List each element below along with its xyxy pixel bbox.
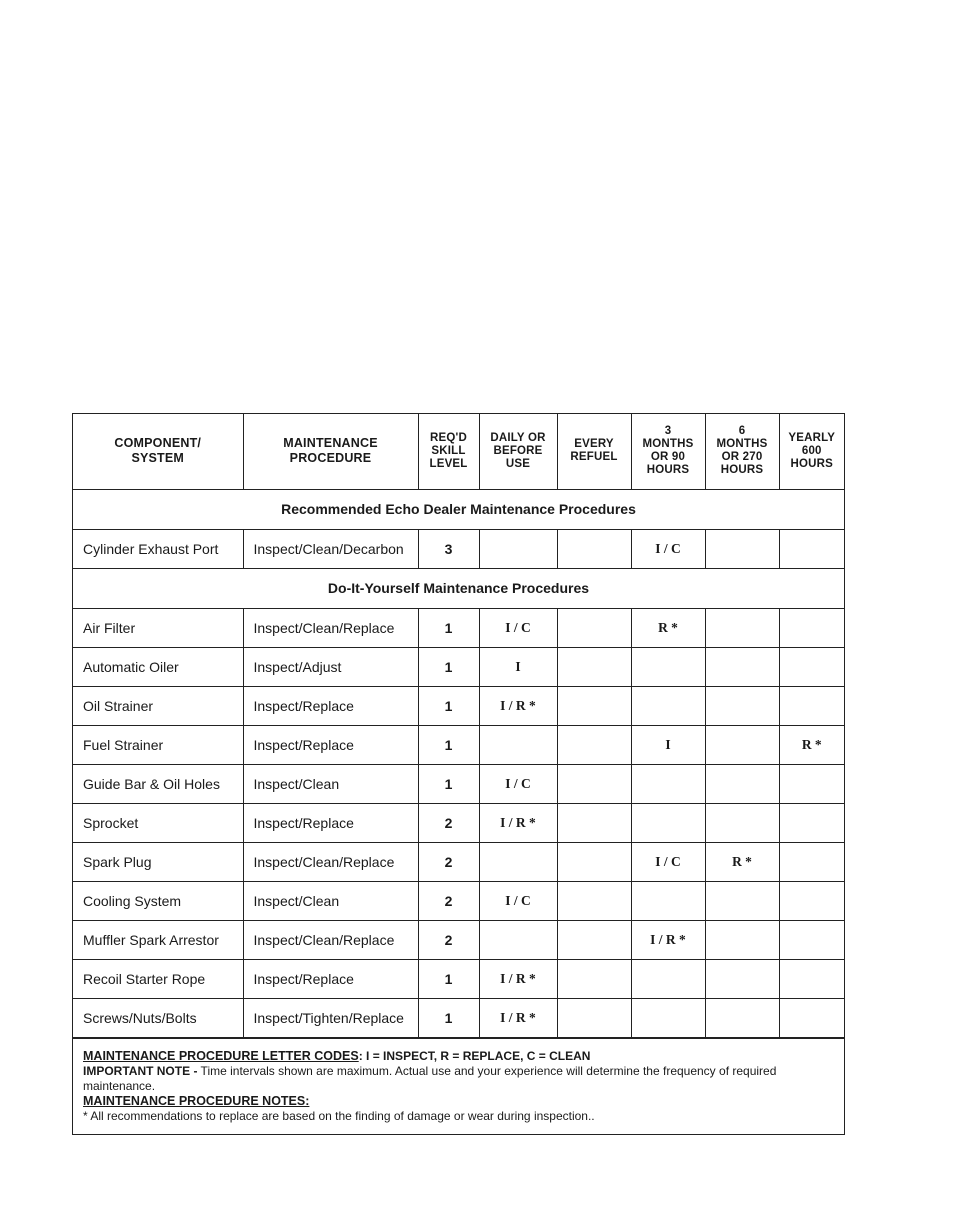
component-cell: Automatic Oiler <box>73 647 243 686</box>
skill-level-cell: 2 <box>418 842 479 881</box>
yearly-cell <box>779 881 844 920</box>
six-months-cell <box>705 725 779 764</box>
important-note-label: IMPORTANT NOTE - <box>83 1063 198 1078</box>
procedure-cell: Inspect/Replace <box>243 725 418 764</box>
procedure-cell: Inspect/Clean/Decarbon <box>243 529 418 568</box>
header-6-months <box>705 414 779 489</box>
component-cell: Air Filter <box>73 608 243 647</box>
three-months-cell <box>631 998 705 1037</box>
header-3-months <box>631 414 705 489</box>
yearly-cell <box>779 803 844 842</box>
refuel-cell <box>557 842 631 881</box>
refuel-cell <box>557 608 631 647</box>
header-line: OR 270 <box>721 451 763 464</box>
daily-cell: I / C <box>479 608 557 647</box>
footnote-text: * All recommendations to replace are based on the finding of damage or wear during inspection.. <box>83 1108 595 1123</box>
header-procedure <box>243 414 418 489</box>
refuel-cell <box>557 959 631 998</box>
daily-cell <box>479 842 557 881</box>
header-line: SKILL <box>431 444 466 457</box>
component-cell: Cylinder Exhaust Port <box>73 529 243 568</box>
table-row <box>73 842 844 881</box>
three-months-cell: I / C <box>631 842 705 881</box>
component-cell: Screws/Nuts/Bolts <box>73 998 243 1037</box>
yearly-cell <box>779 647 844 686</box>
header-line: COMPONENT/ <box>114 436 202 451</box>
yearly-cell <box>779 608 844 647</box>
refuel-cell <box>557 647 631 686</box>
six-months-cell <box>705 764 779 803</box>
yearly-cell <box>779 686 844 725</box>
table-row <box>73 725 844 764</box>
skill-level-cell: 2 <box>418 920 479 959</box>
notes-block <box>73 1038 844 1134</box>
six-months-cell <box>705 920 779 959</box>
yearly-cell <box>779 764 844 803</box>
component-cell: Recoil Starter Rope <box>73 959 243 998</box>
header-line: MONTHS <box>716 438 768 451</box>
header-line: EVERY <box>574 438 614 451</box>
table-row <box>73 608 844 647</box>
table-row <box>73 764 844 803</box>
header-line: MAINTENANCE <box>283 436 378 451</box>
six-months-cell <box>705 803 779 842</box>
three-months-cell: I / C <box>631 529 705 568</box>
refuel-cell <box>557 803 631 842</box>
refuel-cell <box>557 881 631 920</box>
skill-level-cell: 1 <box>418 647 479 686</box>
header-line: YEARLY <box>788 431 836 444</box>
three-months-cell: R * <box>631 608 705 647</box>
header-line: 600 <box>801 444 822 457</box>
header-line: HOURS <box>646 464 690 477</box>
refuel-cell <box>557 725 631 764</box>
table-row <box>73 959 844 998</box>
header-line: OR 90 <box>650 451 686 464</box>
daily-cell: I / R * <box>479 959 557 998</box>
component-cell: Spark Plug <box>73 842 243 881</box>
skill-level-cell: 1 <box>418 608 479 647</box>
daily-cell <box>479 529 557 568</box>
table-row <box>73 803 844 842</box>
procedure-cell: Inspect/Replace <box>243 959 418 998</box>
skill-level-cell: 1 <box>418 764 479 803</box>
header-yearly <box>779 414 844 489</box>
table-row <box>73 529 844 568</box>
daily-cell: I / R * <box>479 803 557 842</box>
header-line: LEVEL <box>429 457 468 470</box>
component-cell: Sprocket <box>73 803 243 842</box>
daily-cell: I / C <box>479 764 557 803</box>
table-row <box>73 920 844 959</box>
refuel-cell <box>557 529 631 568</box>
procedure-cell: Inspect/Clean/Replace <box>243 842 418 881</box>
procedure-cell: Inspect/Clean <box>243 881 418 920</box>
six-months-cell <box>705 881 779 920</box>
procedure-cell: Inspect/Clean/Replace <box>243 920 418 959</box>
header-every-refuel <box>557 414 631 489</box>
daily-cell <box>479 725 557 764</box>
component-cell: Cooling System <box>73 881 243 920</box>
skill-level-cell: 1 <box>418 686 479 725</box>
procedure-notes-heading: MAINTENANCE PROCEDURE NOTES: <box>83 1093 310 1108</box>
important-note-line <box>83 1064 834 1094</box>
skill-level-cell: 1 <box>418 725 479 764</box>
header-line: SYSTEM <box>131 451 185 466</box>
skill-level-cell: 2 <box>418 803 479 842</box>
yearly-cell <box>779 920 844 959</box>
skill-level-cell: 1 <box>418 959 479 998</box>
table-row <box>73 647 844 686</box>
header-line: MONTHS <box>642 438 694 451</box>
three-months-cell: I / R * <box>631 920 705 959</box>
header-component <box>73 414 243 489</box>
component-cell: Muffler Spark Arrestor <box>73 920 243 959</box>
header-line: REFUEL <box>570 451 618 464</box>
daily-cell: I / R * <box>479 998 557 1037</box>
three-months-cell <box>631 686 705 725</box>
daily-cell: I <box>479 647 557 686</box>
header-line: HOURS <box>790 457 834 470</box>
procedure-cell: Inspect/Clean <box>243 764 418 803</box>
six-months-cell <box>705 959 779 998</box>
letter-codes-heading: MAINTENANCE PROCEDURE LETTER CODES <box>83 1048 359 1063</box>
letter-codes-text: : I = INSPECT, R = REPLACE, C = CLEAN <box>358 1048 591 1063</box>
maintenance-schedule-table <box>72 413 845 1135</box>
header-line: PROCEDURE <box>289 451 372 466</box>
procedure-cell: Inspect/Replace <box>243 686 418 725</box>
six-months-cell <box>705 686 779 725</box>
six-months-cell <box>705 647 779 686</box>
yearly-cell <box>779 959 844 998</box>
letter-codes-line <box>83 1049 834 1064</box>
section-dealer-row <box>73 489 844 529</box>
procedure-cell: Inspect/Adjust <box>243 647 418 686</box>
header-line: HOURS <box>720 464 764 477</box>
yearly-cell <box>779 842 844 881</box>
yearly-cell <box>779 998 844 1037</box>
header-row <box>73 414 844 489</box>
header-line: BEFORE <box>493 444 543 457</box>
table-row <box>73 881 844 920</box>
three-months-cell <box>631 647 705 686</box>
three-months-cell <box>631 959 705 998</box>
header-line: USE <box>505 457 531 470</box>
header-line: REQ'D <box>430 431 467 444</box>
table-row <box>73 686 844 725</box>
component-cell: Oil Strainer <box>73 686 243 725</box>
section-title-dealer: Recommended Echo Dealer Maintenance Procedures <box>73 489 844 529</box>
header-line: 3 <box>664 425 672 438</box>
yearly-cell <box>779 529 844 568</box>
daily-cell <box>479 920 557 959</box>
procedure-cell: Inspect/Replace <box>243 803 418 842</box>
six-months-cell <box>705 529 779 568</box>
important-note-text: Time intervals shown are maximum. Actual use and your experience will determine the frequency of required maintenance. <box>83 1063 777 1093</box>
section-diy-row <box>73 568 844 608</box>
refuel-cell <box>557 920 631 959</box>
skill-level-cell: 2 <box>418 881 479 920</box>
header-skill-level <box>418 414 479 489</box>
skill-level-cell: 1 <box>418 998 479 1037</box>
three-months-cell: I <box>631 725 705 764</box>
yearly-cell: R * <box>779 725 844 764</box>
skill-level-cell: 3 <box>418 529 479 568</box>
component-cell: Guide Bar & Oil Holes <box>73 764 243 803</box>
three-months-cell <box>631 803 705 842</box>
header-line: DAILY OR <box>490 431 546 444</box>
six-months-cell: R * <box>705 842 779 881</box>
table-row <box>73 998 844 1037</box>
daily-cell: I / C <box>479 881 557 920</box>
header-daily <box>479 414 557 489</box>
six-months-cell <box>705 998 779 1037</box>
three-months-cell <box>631 764 705 803</box>
refuel-cell <box>557 764 631 803</box>
section-title-diy: Do-It-Yourself Maintenance Procedures <box>73 568 844 608</box>
refuel-cell <box>557 998 631 1037</box>
daily-cell: I / R * <box>479 686 557 725</box>
procedure-cell: Inspect/Tighten/Replace <box>243 998 418 1037</box>
header-line: 6 <box>738 425 746 438</box>
refuel-cell <box>557 686 631 725</box>
six-months-cell <box>705 608 779 647</box>
three-months-cell <box>631 881 705 920</box>
component-cell: Fuel Strainer <box>73 725 243 764</box>
procedure-cell: Inspect/Clean/Replace <box>243 608 418 647</box>
